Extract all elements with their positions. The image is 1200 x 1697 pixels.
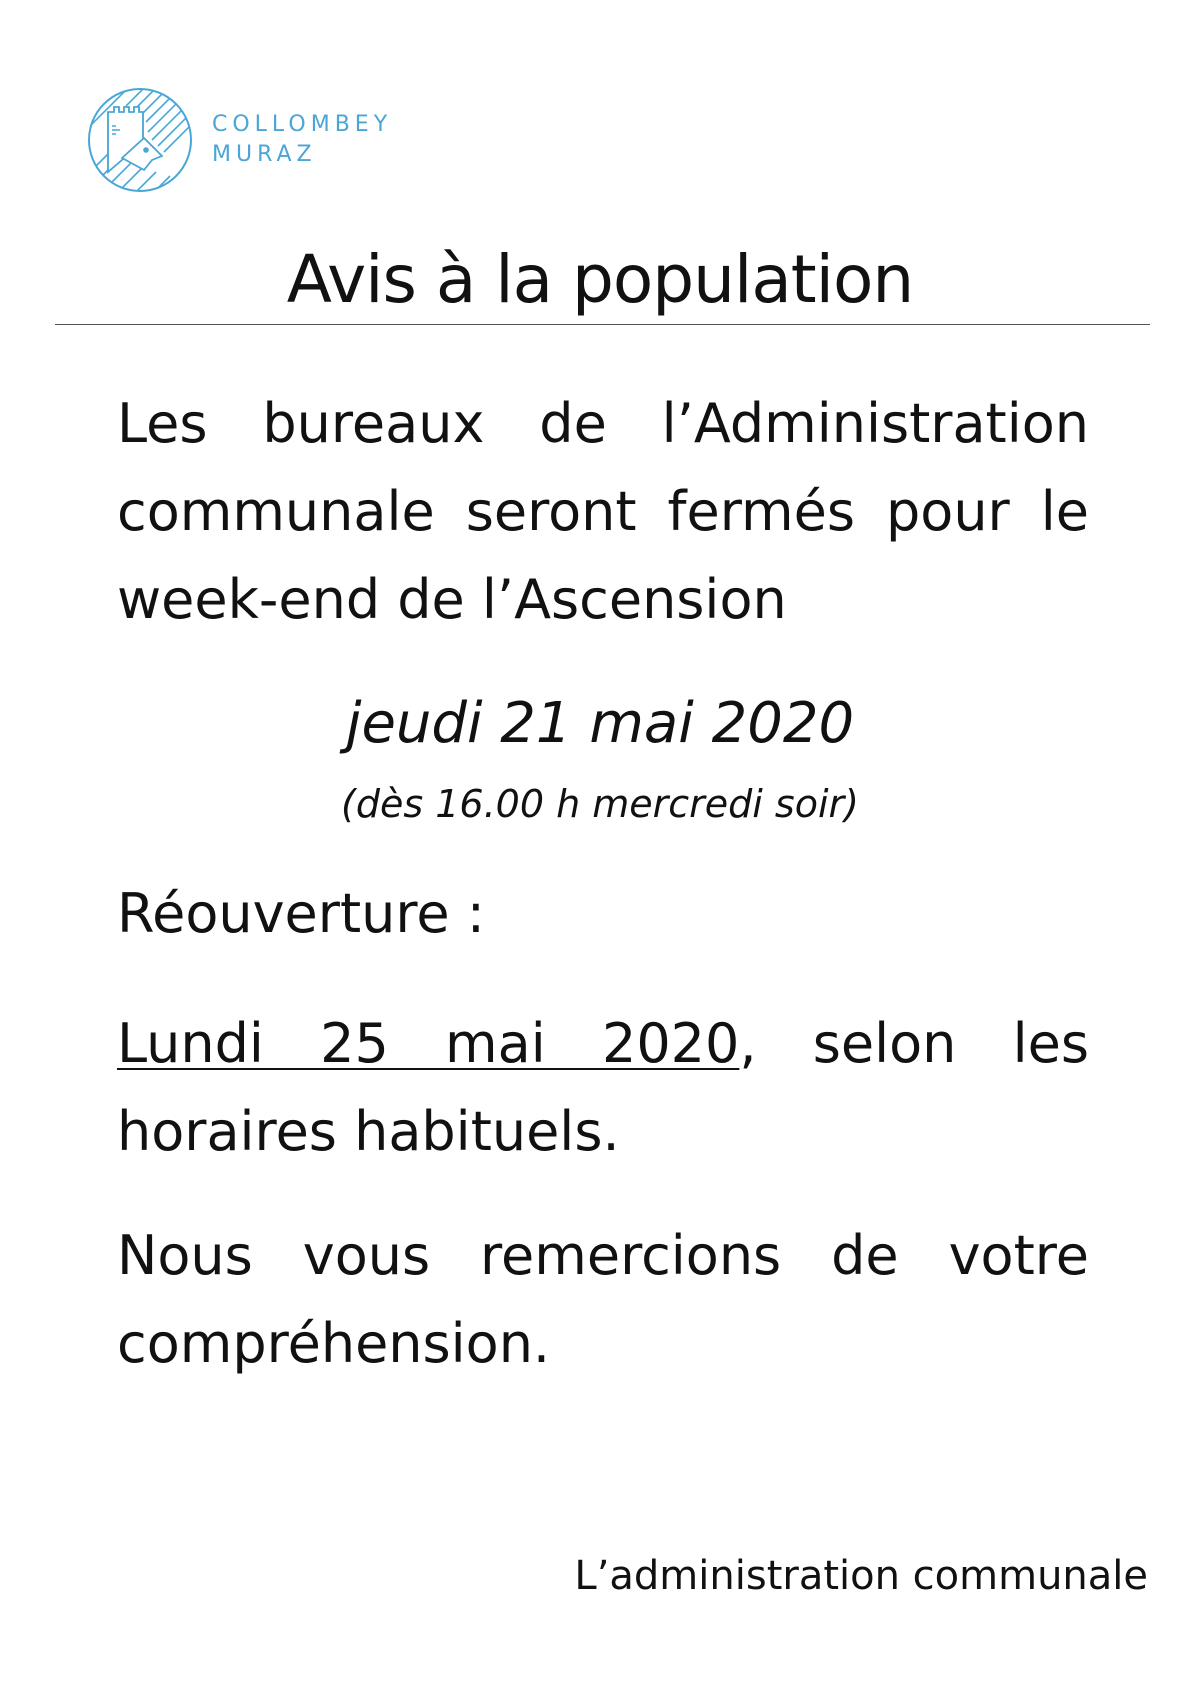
thanks-message: Nous vous remercions de votre compréhension. [117, 1224, 1089, 1375]
reopening-label: Réouverture : [117, 882, 485, 945]
logo-line-2: MURAZ [212, 142, 317, 167]
closing-note: (dès 16.00 h mercredi soir) [341, 782, 859, 826]
reopening-rest: , selon les horaires habituels. [117, 1012, 1089, 1163]
tower-bird-logo-icon [86, 86, 194, 194]
closure-announcement: Les bureaux de l’Administration communale seront fermés pour le week-end de l’Ascension [117, 392, 1089, 631]
title-divider [55, 324, 1150, 325]
municipality-logo [86, 86, 406, 196]
closing-date: jeudi 21 mai 2020 [345, 691, 855, 756]
reopening-details [117, 1000, 1089, 1176]
signature: L’administration communale [574, 1553, 1148, 1599]
logo-wordmark [212, 110, 392, 170]
logo-line-1: COLLOMBEY [212, 112, 393, 137]
reopening-date: Lundi 25 mai 2020 [117, 1012, 740, 1075]
page-title: Avis à la population [286, 241, 914, 318]
